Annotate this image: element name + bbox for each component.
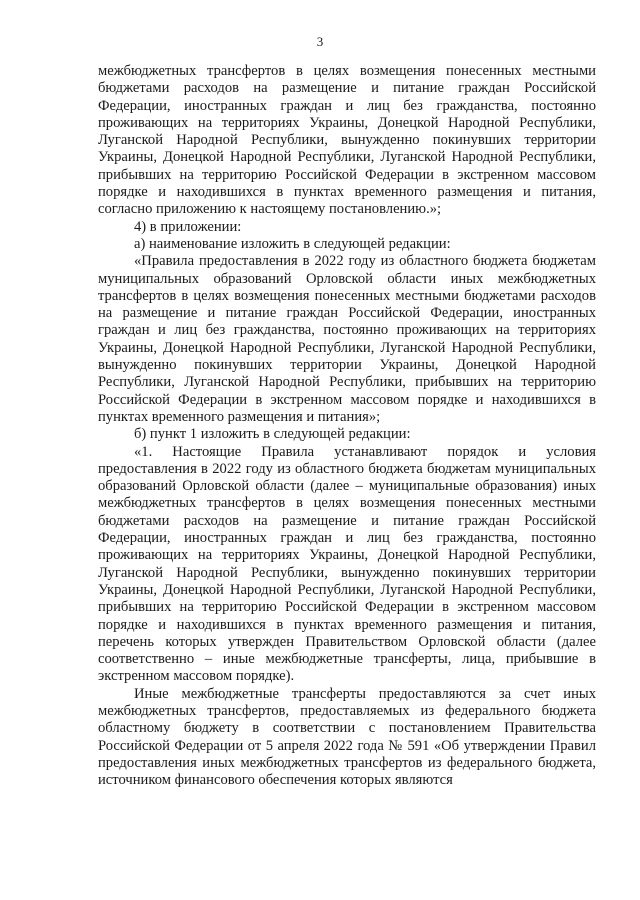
paragraph-new-title: «Правила предоставления в 2022 году из областного бюджета бюджетам муниципальных образований Орловской области иных межбюджетных трансфертов в целях возмещения понесенных местными бюджетами расходов на размещение и питание граждан Российской Федерации, иностранных граждан и лиц без гражданства, постоянно проживающих на территориях Украины, Донецкой Народной Республики, Луганской Народной Республики, вынужденно покинувших территории Украины, Донецкой Народной Республики, Луганской Народной Республики, прибывших на территорию Российской Федерации в экстренном массовом порядке и находившихся в пунктах временного размещения и питания»;: [98, 253, 596, 425]
paragraph-continuation: межбюджетных трансфертов в целях возмещения понесенных местными бюджетами расходов на размещение и питание граждан Российской Федерации, иностранных граждан и лиц без гражданства, постоянно проживающих на территориях Украины, Донецкой Народной Республики, Луганской Народной Республики, вынужденно покинувших территории Украины, Донецкой Народной Республики, Луганской Народной Республики, прибывших на территорию Российской Федерации в экстренном массовом порядке и находившихся в пунктах временного размещения и питания, согласно приложению к настоящему постановлению.»;: [98, 63, 596, 218]
document-body: [98, 63, 596, 789]
paragraph-subitem-a: а) наименование изложить в следующей редакции:: [134, 235, 451, 252]
paragraph-funding: Иные межбюджетные трансферты предоставляются за счет иных межбюджетных трансфертов, предоставляемых из федерального бюджета областному бюджету в соответствии с постановлением Правительства Российской Федерации от 5 апреля 2022 года № 591 «Об утверждении Правил предоставления иных межбюджетных трансфертов из федерального бюджета, источником финансового обеспечения которых являются: [98, 685, 596, 789]
paragraph-rule-1: «1. Настоящие Правила устанавливают порядок и условия предоставления в 2022 году из областного бюджета бюджетам муниципальных образований Орловской области (далее – муниципальные образования) иных межбюджетных трансфертов в целях возмещения понесенных местными бюджетами расходов на размещение и питание граждан Российской Федерации, иностранных граждан и лиц без гражданства, постоянно проживающих на территориях Украины, Донецкой Народной Республики, Луганской Народной Республики, вынужденно покинувших территории Украины, Донецкой Народной Республики, Луганской Народной Республики, прибывших на территорию Российской Федерации в экстренном массовом порядке и находившихся в пунктах временного размещения и питания, перечень которых утвержден Правительством Орловской области (далее соответственно – иные межбюджетные трансферты, лица, прибывшие в экстренном массовом порядке).: [98, 443, 596, 685]
paragraph-item-4: 4) в приложении:: [134, 218, 242, 235]
paragraph-subitem-b: б) пункт 1 изложить в следующей редакции:: [134, 426, 411, 443]
page-number: 3: [316, 34, 324, 49]
